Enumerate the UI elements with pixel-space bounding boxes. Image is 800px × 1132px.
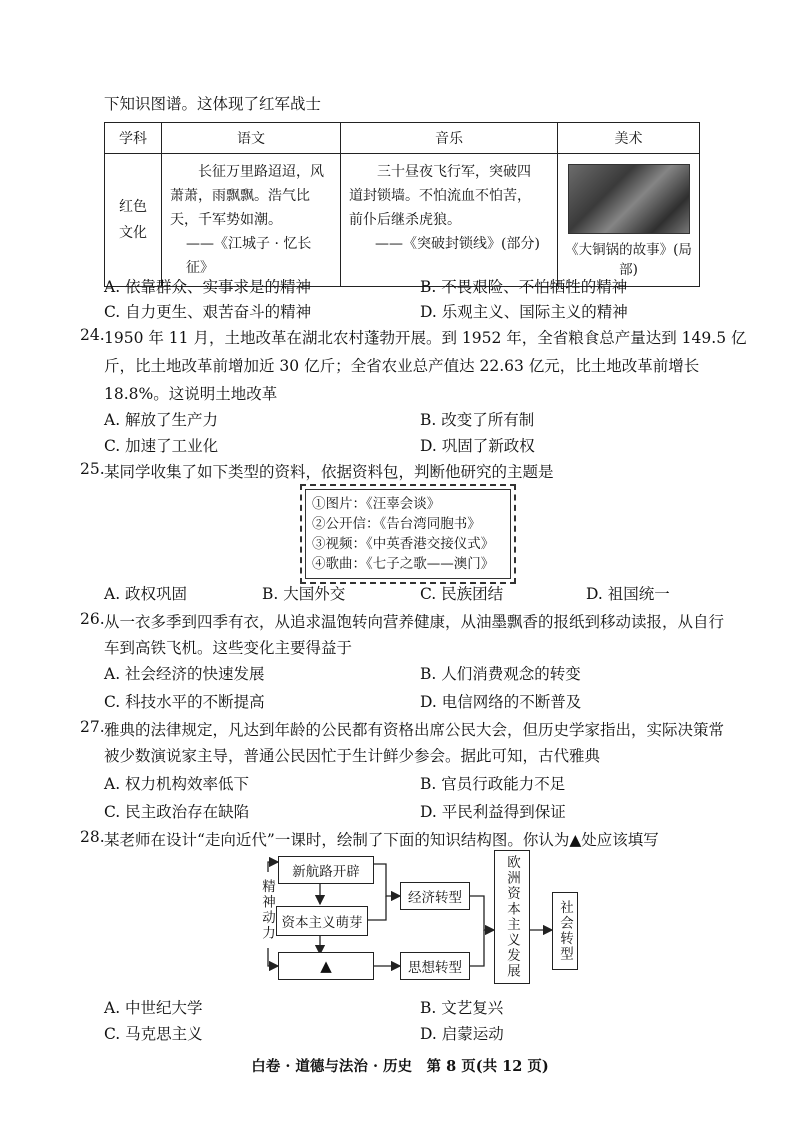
q24-option-d[interactable]: D. 巩固了新政权 bbox=[420, 437, 535, 455]
q27-option-a[interactable]: A. 权力机构效率低下 bbox=[104, 775, 250, 793]
q26-stem-line: 从一衣多季到四季有衣，从追求温饱转向营养健康，从油墨飘香的报纸到移动读报，从自行 bbox=[104, 613, 725, 631]
material-item: ②公开信：《告台湾同胞书》 bbox=[312, 516, 481, 532]
art-caption: 《大铜锅的故事》(局部) bbox=[565, 242, 692, 278]
q27-number: 27. bbox=[80, 718, 105, 736]
music-cell bbox=[341, 154, 558, 287]
header-chinese: 语文 bbox=[162, 123, 341, 154]
q27-option-b[interactable]: B. 官员行政能力不足 bbox=[420, 775, 566, 793]
european-capitalism-box: 欧洲资本主义发展 bbox=[494, 850, 530, 984]
painting-image bbox=[568, 164, 690, 234]
q26-stem-line: 车到高铁飞机。这些变化主要得益于 bbox=[104, 639, 353, 657]
table-header-row bbox=[105, 123, 700, 154]
q25-option-c[interactable]: C. 民族团结 bbox=[420, 585, 504, 603]
q28-option-a[interactable]: A. 中世纪大学 bbox=[104, 999, 203, 1017]
header-art: 美术 bbox=[558, 123, 700, 154]
q24-stem-line: 1950 年 11 月，土地改革在湖北农村蓬勃开展。到 1952 年，全省粮食总产量达到 149.5 亿 bbox=[104, 329, 747, 347]
q28-option-b[interactable]: B. 文艺复兴 bbox=[420, 999, 504, 1017]
row-label: 红色文化 bbox=[105, 154, 162, 287]
poem-line: 天，千军势如潮。 bbox=[170, 212, 282, 228]
q25-option-a[interactable]: A. 政权巩固 bbox=[104, 585, 188, 603]
q24-stem-line: 18.8%。这说明土地改革 bbox=[104, 385, 278, 403]
q26-option-b[interactable]: B. 人们消费观念的转变 bbox=[420, 665, 581, 683]
poem-source: ——《江城子 · 忆长征》 bbox=[186, 236, 312, 276]
arrow bbox=[368, 896, 386, 920]
arrow bbox=[470, 930, 484, 966]
q23-option-d[interactable]: D. 乐观主义、国际主义的精神 bbox=[420, 303, 628, 321]
q24-option-b[interactable]: B. 改变了所有制 bbox=[420, 411, 535, 429]
capitalism-sprout-box: 资本主义萌芽 bbox=[276, 906, 368, 936]
q27-option-d[interactable]: D. 平民利益得到保证 bbox=[420, 803, 566, 821]
q26-option-d[interactable]: D. 电信网络的不断普及 bbox=[420, 693, 582, 711]
q26-option-c[interactable]: C. 科技水平的不断提高 bbox=[104, 693, 265, 711]
blank-triangle-box: ▲ bbox=[278, 952, 374, 980]
lyric-line: 前仆后继杀虎狼。 bbox=[349, 212, 461, 228]
arrow bbox=[470, 896, 494, 930]
lyric-source: ——《突破封锁线》(部分) bbox=[375, 236, 540, 252]
arrow bbox=[374, 864, 400, 896]
q26-option-a[interactable]: A. 社会经济的快速发展 bbox=[104, 665, 265, 683]
q28-number: 28. bbox=[80, 828, 105, 846]
q24-number: 24. bbox=[80, 326, 105, 344]
arrow bbox=[268, 948, 278, 966]
q24-stem-line: 斤，比土地改革前增加近 30 亿斤；全省农业总产值达 22.63 亿元，比土地改革前增长 bbox=[104, 357, 700, 375]
q27-stem-line: 被少数演说家主导，普通公民因忙于生计鲜少参会。据此可知，古代雅典 bbox=[104, 747, 601, 765]
social-transformation-box: 社会转型 bbox=[552, 892, 578, 970]
economic-transformation-box: 经济转型 bbox=[400, 882, 470, 910]
lyric-line: 道封锁墙。不怕流血不怕苦， bbox=[349, 188, 531, 204]
q24-option-c[interactable]: C. 加速了工业化 bbox=[104, 437, 219, 455]
q25-stem-line: 某同学收集了如下类型的资料，依据资料包，判断他研究的主题是 bbox=[104, 463, 554, 481]
material-item: ①图片：《汪辜会谈》 bbox=[312, 496, 441, 512]
art-cell bbox=[558, 154, 700, 287]
q25-number: 25. bbox=[80, 460, 105, 478]
header-music: 音乐 bbox=[341, 123, 558, 154]
poem-line: 长征万里路迢迢，风 bbox=[198, 164, 324, 180]
material-package-frame bbox=[300, 484, 516, 584]
material-item: ③视频：《中英香港交接仪式》 bbox=[312, 536, 495, 552]
new-route-box: 新航路开辟 bbox=[278, 856, 374, 884]
spirit-driver-label: 精神动力 bbox=[256, 872, 278, 948]
q23-option-b[interactable]: B. 不畏艰险、不怕牺牲的精神 bbox=[420, 278, 628, 296]
table-row bbox=[105, 154, 700, 287]
red-culture-table bbox=[104, 122, 700, 287]
page-footer: 白卷 · 道德与法治 · 历史 第 8 页(共 12 页) bbox=[251, 1058, 549, 1075]
ideological-transformation-box: 思想转型 bbox=[400, 952, 470, 980]
header-subject: 学科 bbox=[105, 123, 162, 154]
q25-option-b[interactable]: B. 大国外交 bbox=[262, 585, 346, 603]
arrow bbox=[268, 862, 278, 872]
q24-option-a[interactable]: A. 解放了生产力 bbox=[104, 411, 219, 429]
chinese-cell bbox=[162, 154, 341, 287]
q28-option-d[interactable]: D. 启蒙运动 bbox=[420, 1025, 504, 1043]
q27-option-c[interactable]: C. 民主政治存在缺陷 bbox=[104, 803, 250, 821]
q26-number: 26. bbox=[80, 610, 105, 628]
q28-stem-line: 某老师在设计“走向近代”一课时，绘制了下面的知识结构图。你认为▲处应该填写 bbox=[104, 831, 659, 849]
q27-stem-line: 雅典的法律规定，凡达到年龄的公民都有资格出席公民大会，但历史学家指出，实际决策常 bbox=[104, 721, 725, 739]
intro-line: 下知识图谱。这体现了红军战士 bbox=[104, 95, 322, 113]
material-item: ④歌曲：《七子之歌——澳门》 bbox=[312, 556, 495, 572]
q28-option-c[interactable]: C. 马克思主义 bbox=[104, 1025, 203, 1043]
q23-option-c[interactable]: C. 自力更生、艰苦奋斗的精神 bbox=[104, 303, 312, 321]
q23-option-a[interactable]: A. 依靠群众、实事求是的精神 bbox=[104, 278, 312, 296]
poem-line: 萧萧，雨飘飘。浩气比 bbox=[170, 188, 310, 204]
lyric-line: 三十昼夜飞行军，突破四 bbox=[377, 164, 531, 180]
q25-option-d[interactable]: D. 祖国统一 bbox=[586, 585, 670, 603]
